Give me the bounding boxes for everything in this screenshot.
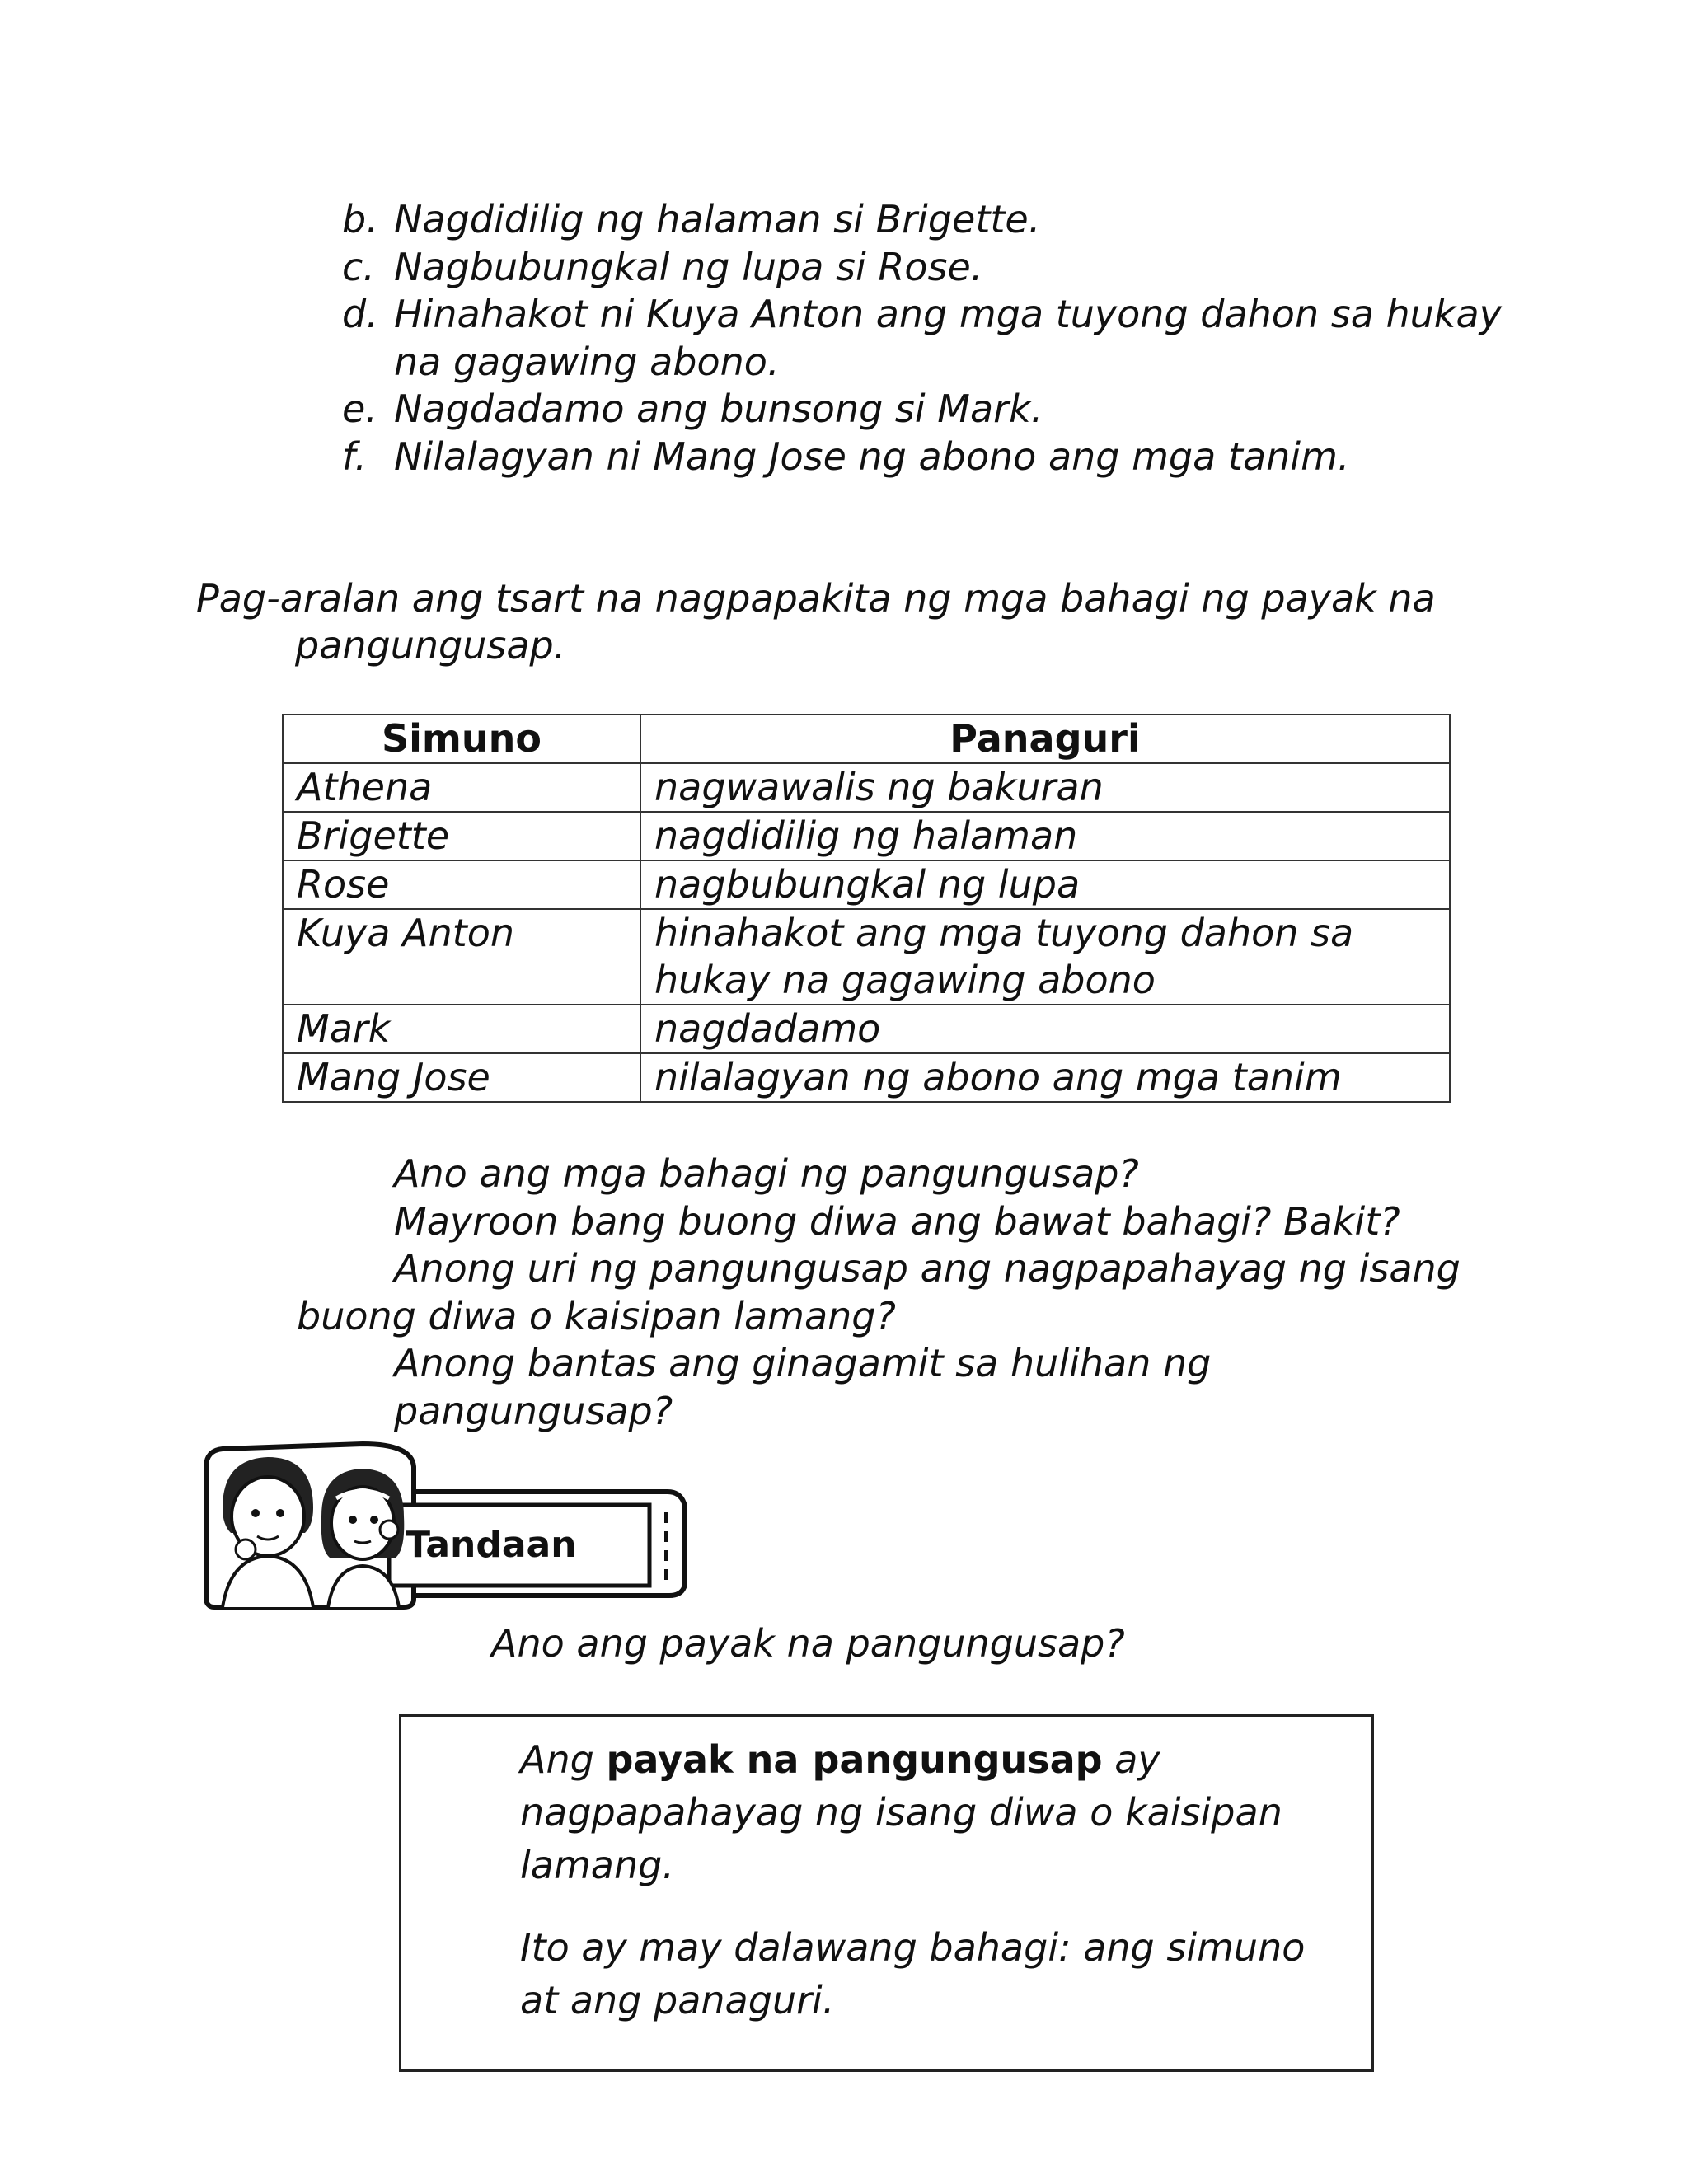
question: Mayroon bang buong diwa ang bawat bahagi? Bakit?	[394, 1198, 1400, 1244]
table-row	[283, 1005, 1450, 1053]
list-item: f. Nilalagyan ni Mang Jose ng abono ang mga tanim.	[342, 434, 1350, 479]
tandaan-heading: Tandaan	[406, 1523, 577, 1566]
header-simuno: Simuno	[283, 715, 640, 763]
list-item: d. Hinahakot ni Kuya Anton ang mga tuyong dahon sa hukay na gagawing abono.	[342, 292, 1502, 384]
question-continuation: buong diwa o kaisipan lamang?	[297, 1293, 896, 1338]
exercise-list	[342, 196, 1512, 480]
chart-intro	[196, 575, 1531, 669]
header-panaguri: Panaguri	[640, 715, 1450, 763]
table-row	[283, 860, 1450, 909]
tandaan-question: Ano ang payak na pangungusap?	[491, 1621, 1125, 1666]
panaguri-cell: nagbubungkal ng lupa	[640, 860, 1450, 909]
intro-line: pangungusap.	[295, 623, 566, 668]
child-left-icon	[223, 1457, 313, 1607]
simuno-cell: Mang Jose	[283, 1053, 640, 1102]
table-row	[283, 1053, 1450, 1102]
intro-line: Pag-aralan ang tsart na nagpapakita ng mga bahagi ng payak na	[196, 576, 1436, 621]
panaguri-cell: hinahakot ang mga tuyong dahon sa hukay na gagawing abono	[640, 909, 1450, 1005]
panaguri-cell: nagdidilig ng halaman	[640, 812, 1450, 860]
table-row	[283, 763, 1450, 812]
question: Anong bantas ang ginagamit sa hulihan ng pangungusap?	[394, 1341, 1212, 1433]
discussion-questions	[297, 1151, 1533, 1435]
panaguri-cell: nagdadamo	[640, 1005, 1450, 1053]
simuno-cell: Rose	[283, 860, 640, 909]
parts-paragraph: Ito ay may dalawang bahagi: ang simuno at ang panaguri.	[520, 1925, 1306, 2022]
question: Anong uri ng pangungusap ang nagpapahayag ng isang	[394, 1246, 1461, 1291]
simuno-cell: Kuya Anton	[283, 909, 640, 1005]
definition-box	[399, 1714, 1374, 2072]
table-header-row	[283, 715, 1450, 763]
table-row	[283, 812, 1450, 860]
sentence-parts-table	[282, 714, 1451, 1103]
key-term: payak na pangungusap	[606, 1737, 1103, 1782]
panaguri-cell: nagwawalis ng bakuran	[640, 763, 1450, 812]
list-item: b. Nagdidilig ng halaman si Brigette.	[342, 197, 1041, 241]
simuno-cell: Mark	[283, 1005, 640, 1053]
definition-paragraph: Ang payak na pangungusap ay nagpapahayag ng isang diwa o kaisipan lamang.	[520, 1737, 1282, 1887]
list-item: c. Nagbubungkal ng lupa si Rose.	[342, 244, 983, 289]
simuno-cell: Athena	[283, 763, 640, 812]
table-row	[283, 909, 1450, 1005]
simuno-cell: Brigette	[283, 812, 640, 860]
panaguri-cell: nilalagyan ng abono ang mga tanim	[640, 1053, 1450, 1102]
question: Ano ang mga bahagi ng pangungusap?	[394, 1151, 1139, 1196]
list-item: e. Nagdadamo ang bunsong si Mark.	[342, 387, 1043, 431]
